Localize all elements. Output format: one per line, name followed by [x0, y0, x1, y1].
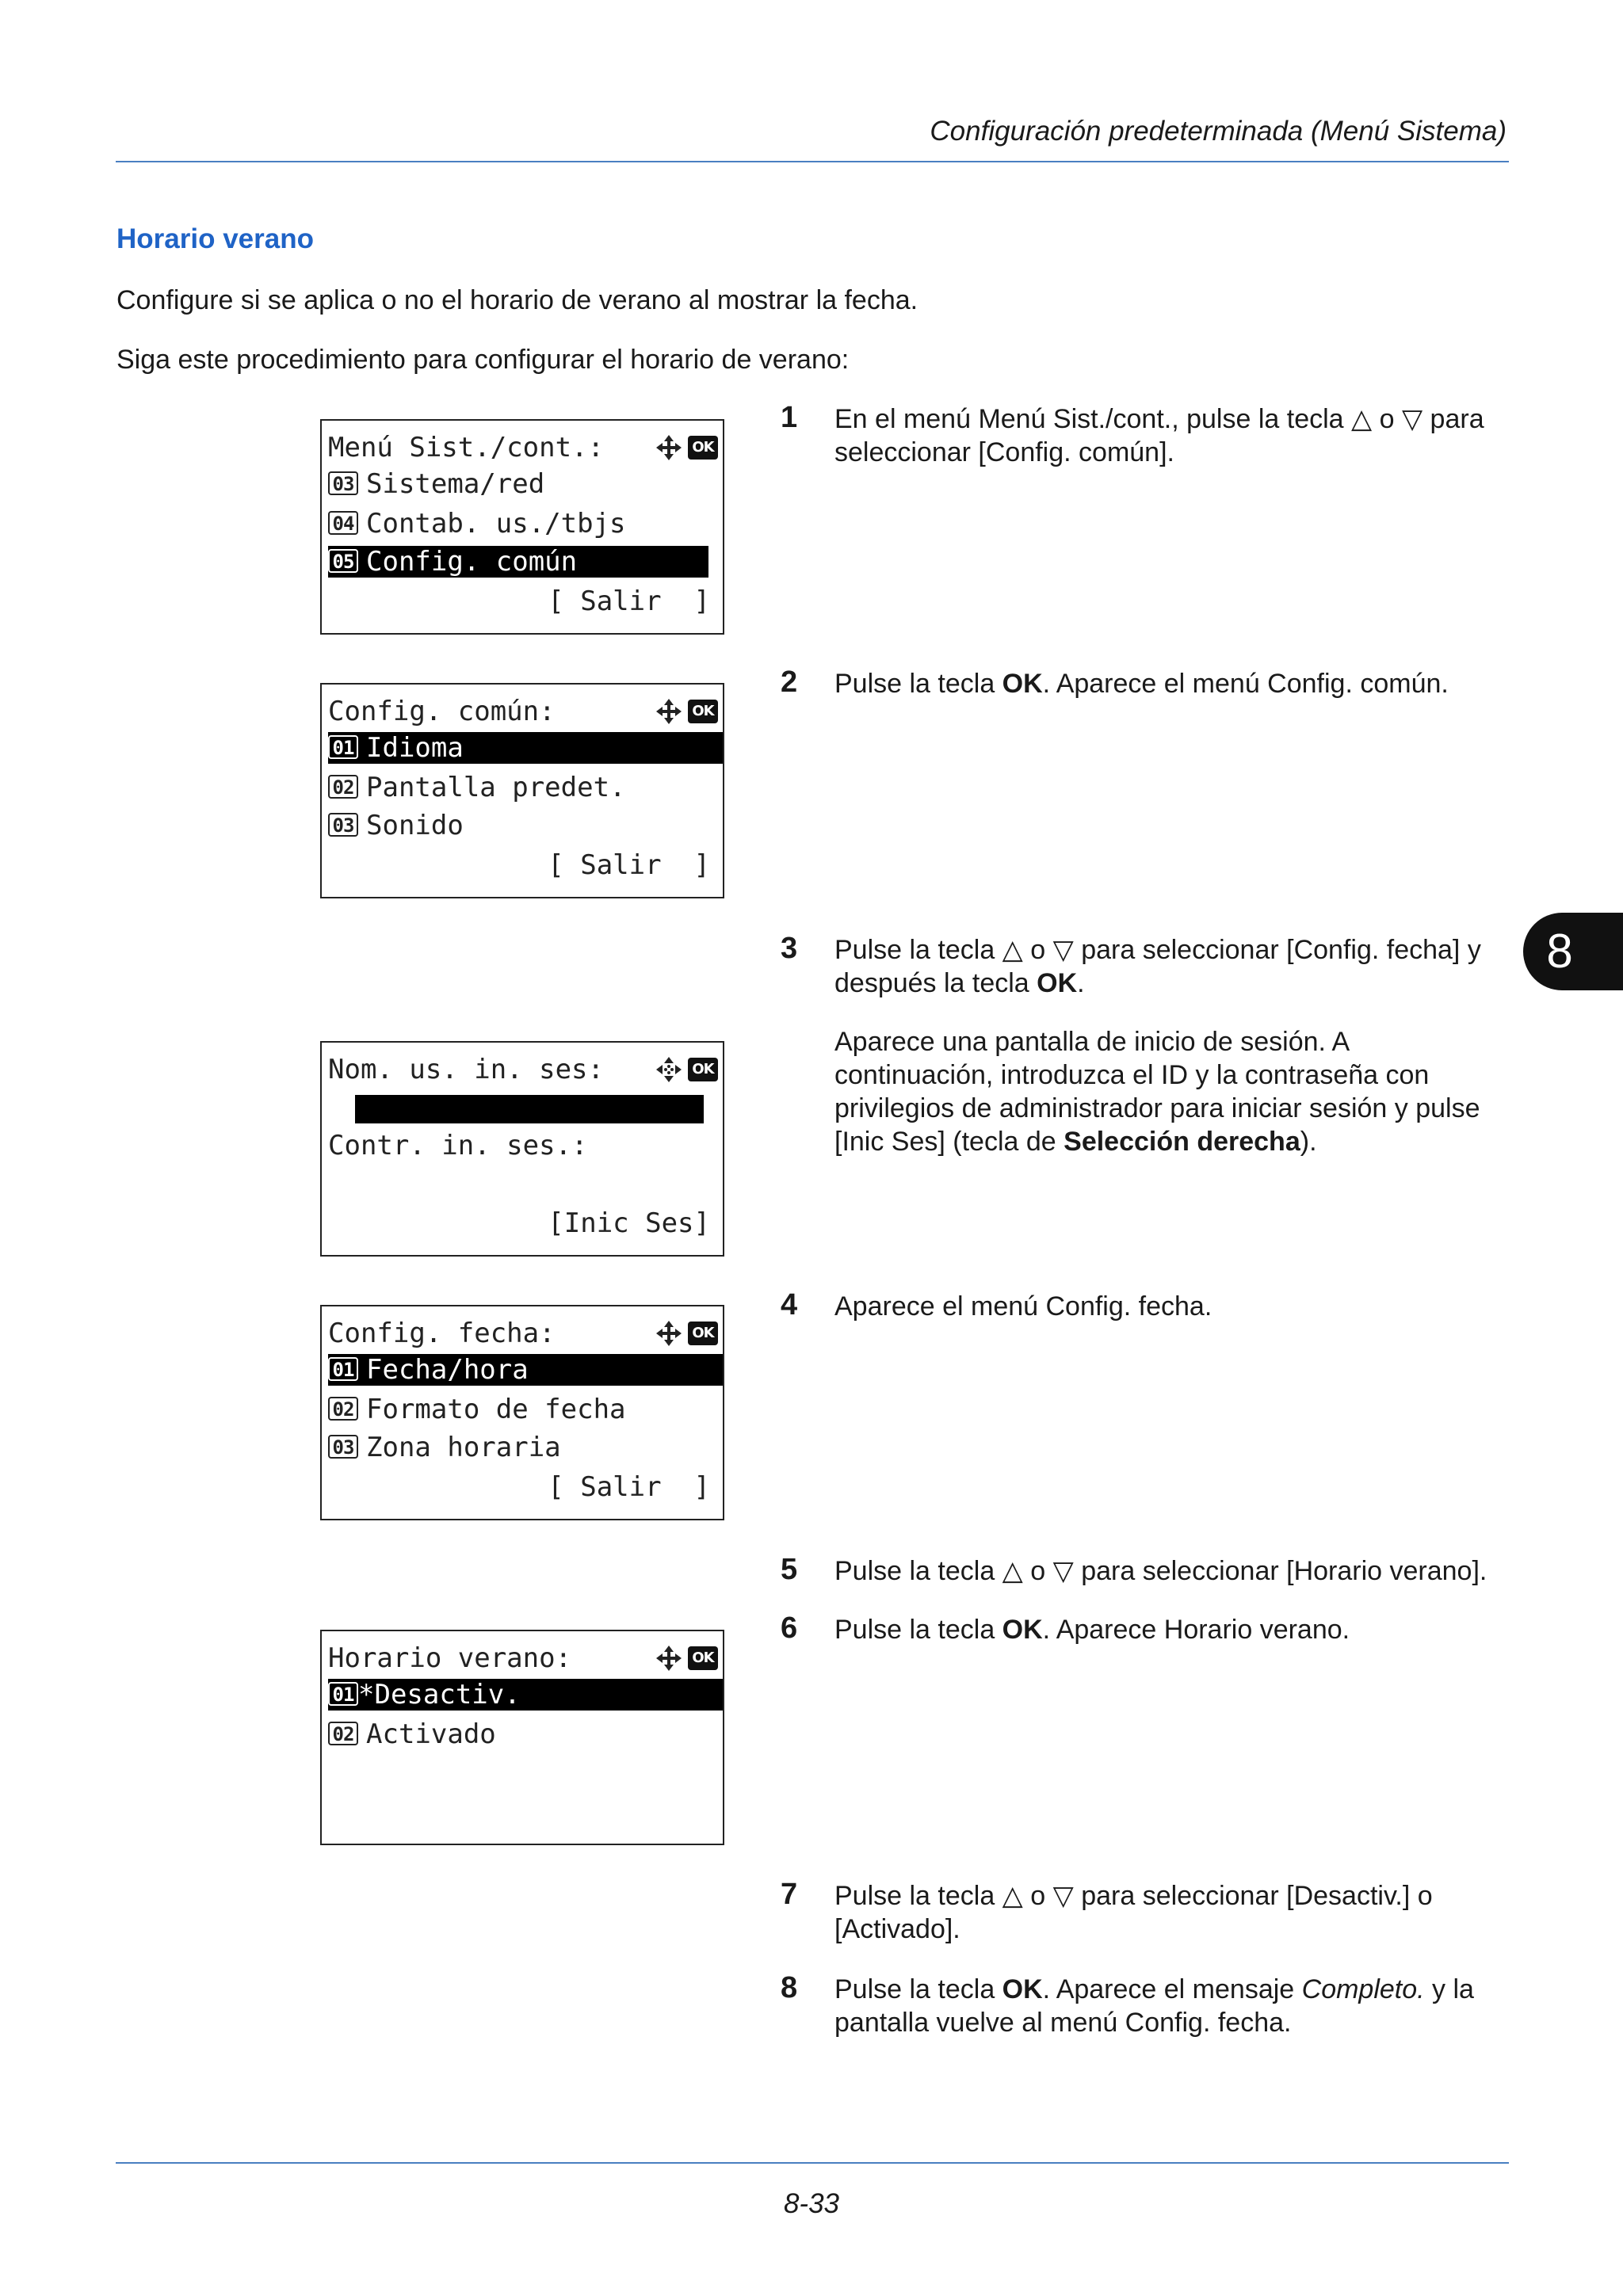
menu-item: 04 Contab. us./tbjs: [328, 508, 723, 540]
screen-title: Horario verano:: [328, 1642, 572, 1674]
step-text: Pulse la tecla △ o ▽ para seleccionar [Config. fecha] y después la tecla OK.: [834, 935, 1481, 998]
menu-item: 03 Sonido: [328, 810, 723, 841]
menu-item: 03 Sistema/red: [328, 468, 723, 500]
menu-item: 02 Pantalla predet.: [328, 772, 723, 803]
ok-key-icon: OK: [688, 1646, 718, 1670]
screen-nav-icons: [655, 1319, 718, 1348]
page-number: 8-33: [783, 2188, 840, 2219]
ok-key-icon: OK: [688, 436, 718, 460]
screen-nav-icons: [655, 1644, 718, 1672]
ok-key-icon: OK: [688, 1322, 718, 1345]
login-username-field: [355, 1095, 704, 1123]
step-text: Pulse la tecla △ o ▽ para seleccionar [Horario verano].: [834, 1556, 1487, 1586]
lcd-screen-system-menu: [320, 419, 724, 635]
lcd-screen-login: [320, 1041, 724, 1257]
step-text: En el menú Menú Sist./cont., pulse la tecla △ o ▽ para seleccionar [Config. común].: [834, 404, 1484, 467]
password-label: Contr. in. ses.:: [328, 1130, 588, 1161]
step-text: Aparece el menú Config. fecha.: [834, 1291, 1212, 1322]
four-way-arrow-icon: [655, 1644, 683, 1672]
screen-title: Nom. us. in. ses:: [328, 1054, 604, 1085]
step-number: 2: [781, 666, 798, 699]
menu-item-selected: 01 Idioma: [328, 732, 723, 764]
chapter-tab: 8: [1523, 913, 1623, 990]
screen-title: Menú Sist./cont.:: [328, 432, 604, 463]
four-way-arrow-icon: [655, 697, 683, 726]
exit-softkey: [ Salir ]: [548, 585, 710, 617]
step-note: Aparece una pantalla de inicio de sesión. A continuación, introduzca el ID y la contraseña con privilegios de administrador para iniciar sesión y pulse [Inic Ses] (tecla de Selección derecha).: [834, 1027, 1480, 1157]
exit-softkey: [ Salir ]: [548, 849, 710, 881]
step-text: Pulse la tecla △ o ▽ para seleccionar [Desactiv.] o [Activado].: [834, 1881, 1433, 1944]
footer-rule: [116, 2162, 1509, 2164]
screen-nav-icons: [655, 1055, 718, 1084]
step-number: 4: [781, 1288, 798, 1322]
screen-title: Config. fecha:: [328, 1318, 556, 1349]
four-way-arrow-icon: [655, 433, 683, 462]
section-title: Horario verano: [116, 223, 314, 254]
menu-item: 02 Activado: [328, 1718, 723, 1750]
menu-item: 02 Formato de fecha: [328, 1394, 723, 1425]
step-text: Pulse la tecla OK. Aparece el menú Config. común.: [834, 669, 1449, 699]
screen-nav-icons: [655, 697, 718, 726]
header-rule: [116, 161, 1509, 162]
screen-nav-icons: [655, 433, 718, 462]
step-number: 7: [781, 1878, 798, 1911]
step-number: 3: [781, 932, 798, 965]
lcd-screen-summer-time: [320, 1630, 724, 1845]
intro-paragraph: Configure si se aplica o no el horario de verano al mostrar la fecha.: [116, 285, 918, 315]
running-header: Configuración predeterminada (Menú Sistema): [930, 116, 1507, 147]
menu-item: 03 Zona horaria: [328, 1432, 723, 1463]
lcd-screen-common-settings: [320, 683, 724, 898]
step-number: 6: [781, 1611, 798, 1645]
four-way-arrow-icon: [655, 1319, 683, 1348]
step-text: Pulse la tecla OK. Aparece el mensaje Completo. y la pantalla vuelve al menú Config. fecha.: [834, 1974, 1474, 2038]
lcd-screen-date-settings: [320, 1305, 724, 1520]
menu-item-selected: 01 *Desactiv.: [328, 1679, 723, 1711]
procedure-paragraph: Siga este procedimiento para configurar el horario de verano:: [116, 345, 850, 375]
menu-item-selected: 05 Config. común: [328, 546, 708, 578]
step-number: 8: [781, 1971, 798, 2004]
four-way-dotted-arrow-icon: [655, 1055, 683, 1084]
ok-key-icon: OK: [688, 1058, 718, 1081]
step-text: Pulse la tecla OK. Aparece Horario verano.: [834, 1615, 1350, 1645]
login-softkey: [Inic Ses]: [548, 1207, 710, 1239]
screen-title: Config. común:: [328, 696, 556, 727]
menu-item-selected: 01 Fecha/hora: [328, 1354, 723, 1386]
ok-key-icon: OK: [688, 700, 718, 723]
step-number: 1: [781, 401, 798, 434]
step-number: 5: [781, 1553, 798, 1586]
exit-softkey: [ Salir ]: [548, 1471, 710, 1503]
